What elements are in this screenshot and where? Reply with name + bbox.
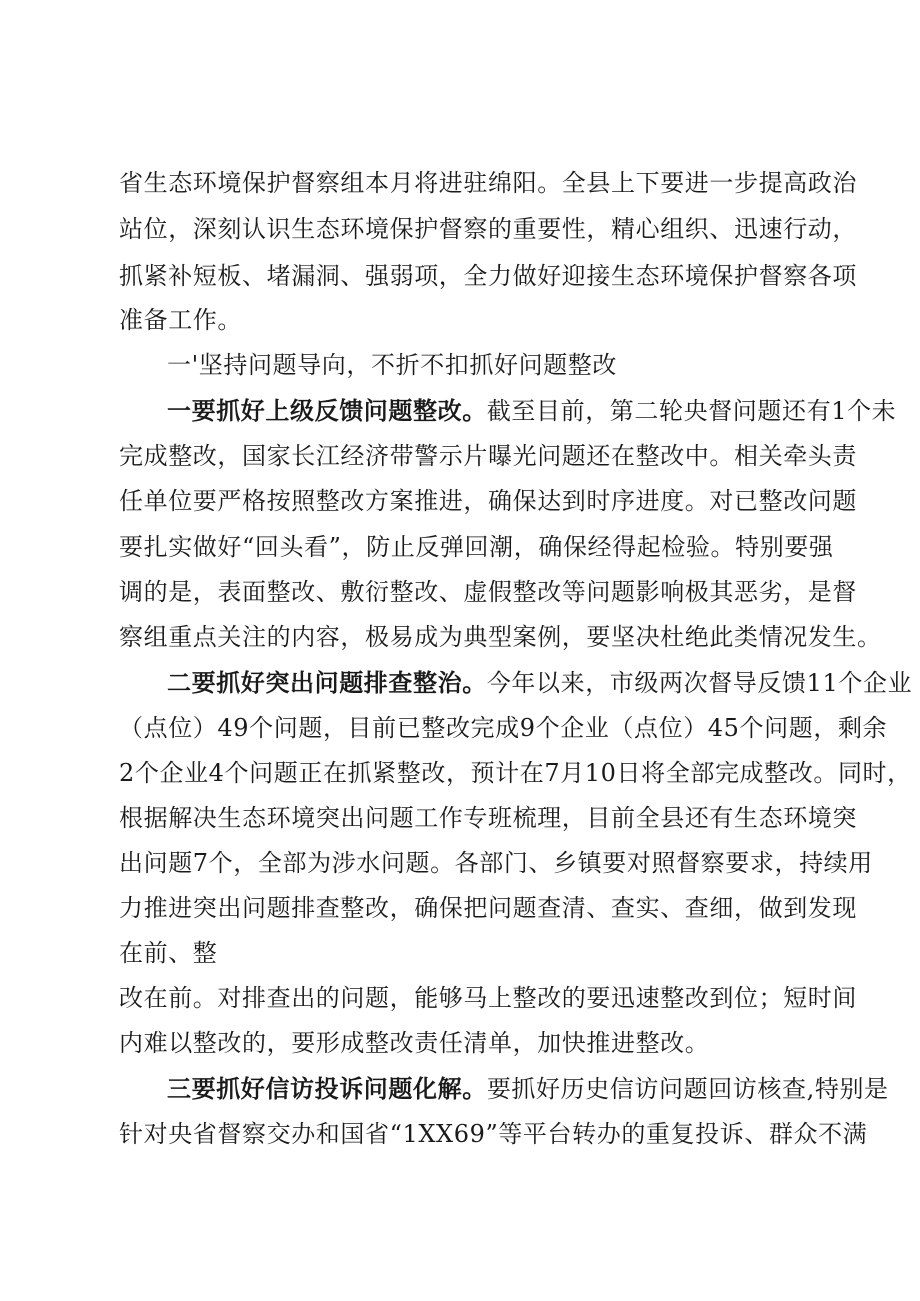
body-line: 调的是，表面整改、敷衍整改、虚假整改等问题影响极其恶劣，是督 xyxy=(119,578,857,606)
body-line: 站位，深刻认识生态环境保护督察的重要性，精心组织、迅速行动， xyxy=(119,215,857,243)
body-line: 任单位要严格按照整改方案推进，确保达到时序进度。对已整改问题 xyxy=(119,487,857,515)
body-line: 2个企业4个问题正在抓紧整改，预计在7月10日将全部完成整改。同时， xyxy=(119,759,912,787)
body-line: 根据解决生态环境突出问题工作专班梳理，目前全县还有生态环境突 xyxy=(119,804,857,832)
body-line: 要扎实做好“回头看”，防止反弹回潮，确保经得起检验。特别要强 xyxy=(119,533,834,561)
paragraph-first-line xyxy=(167,396,896,426)
body-line: 准备工作。 xyxy=(119,306,242,334)
section-heading: 一'坚持问题导向，不折不扣抓好问题整改 xyxy=(167,351,617,379)
body-line: 察组重点关注的内容，极易成为典型案例，要坚决杜绝此类情况发生。 xyxy=(119,623,882,651)
paragraph-heading: 一要抓好上级反馈问题整改。 xyxy=(167,397,487,425)
body-text: 截至目前，第二轮央督问题还有1个未 xyxy=(486,397,897,425)
paragraph-first-line xyxy=(167,1074,889,1104)
paragraph-heading: 二要抓好突出问题排查整治。 xyxy=(167,669,487,697)
body-line: 完成整改，国家长江经济带警示片曝光问题还在整改中。相关牵头责 xyxy=(119,442,857,470)
body-line: 抓紧补短板、堵漏洞、强弱项，全力做好迎接生态环境保护督察各项 xyxy=(119,262,857,290)
body-line: （点位）49个问题，目前已整改完成9个企业（点位）45个问题，剩余 xyxy=(119,714,888,742)
paragraph-first-line xyxy=(167,668,912,698)
body-line: 省生态环境保护督察组本月将进驻绵阳。全县上下要进一步提高政治 xyxy=(119,169,857,197)
body-line: 针对央省督察交办和国省“1XX69”等平台转办的重复投诉、群众不满 xyxy=(119,1120,868,1148)
body-line: 内难以整改的，要形成整改责任清单，加快推进整改。 xyxy=(119,1029,710,1057)
paragraph-heading: 三要抓好信访投诉问题化解。 xyxy=(167,1075,487,1103)
body-line: 出问题7个，全部为涉水问题。各部门、乡镇要对照督察要求，持续用 xyxy=(119,849,873,877)
body-text: 要抓好历史信访问题回访核查,特别是 xyxy=(486,1075,889,1103)
body-text: 今年以来，市级两次督导反馈11个企业 xyxy=(486,669,913,697)
body-line: 改在前。对排查出的问题，能够马上整改的要迅速整改到位；短时间 xyxy=(119,984,857,1012)
body-line: 在前、整 xyxy=(119,939,218,967)
body-line: 力推进突出问题排查整改，确保把问题查清、查实、查细，做到发现 xyxy=(119,894,857,922)
